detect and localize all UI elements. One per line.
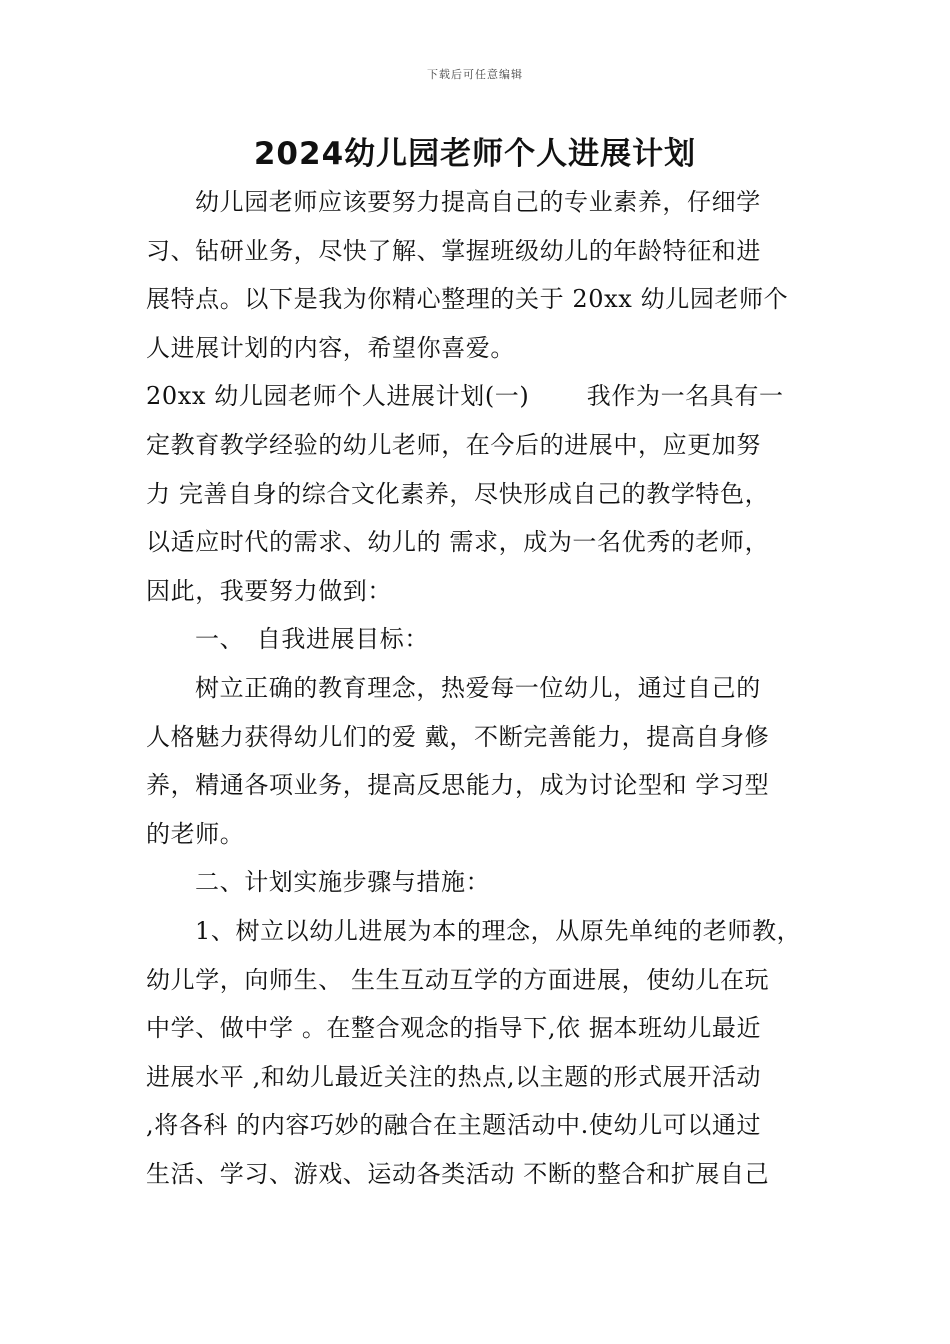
- paragraph-plan-one: [146, 372, 810, 615]
- text-line: 的老师。: [146, 819, 245, 848]
- document-body: [146, 178, 810, 1198]
- text-line: 1、树立以幼儿进展为本的理念，从原先单纯的老师教，: [195, 916, 802, 945]
- text-line: 力 完善自身的综合文化素养，尽快形成自己的教学特色，: [146, 479, 770, 508]
- text-line: ,将各科 的内容巧妙的融合在主题活动中.使幼儿可以通过: [146, 1111, 762, 1140]
- page-title: 2024幼儿园老师个人进展计划: [253, 136, 697, 172]
- section-heading-one: [146, 615, 810, 664]
- text-line: 树立正确的教育理念，热爱每一位幼儿，通过自己的: [195, 673, 761, 702]
- text-line: 人格魅力获得幼儿们的爱 戴，不断完善能力，提高自身修: [146, 722, 770, 751]
- text-line: 二、计划实施步骤与措施：: [195, 868, 491, 897]
- text-line: 习、钻研业务，尽快了解、掌握班级幼儿的年龄特征和进: [146, 236, 761, 265]
- paragraph-goal: [146, 664, 810, 858]
- text-line: 以适应时代的需求、幼儿的 需求，成为一名优秀的老师，: [146, 528, 770, 557]
- paragraph-step-one: [146, 907, 810, 1199]
- text-line: 人进展计划的内容，希望你喜爱。: [146, 333, 515, 362]
- text-line: 展特点。以下是我为你精心整理的关于 20xx 幼儿园老师个: [146, 285, 789, 314]
- header-note: 下载后可任意编辑: [427, 68, 523, 81]
- text-line: 因此，我要努力做到：: [146, 576, 392, 605]
- text-line: 幼儿学，向师生、 生生互动互学的方面进展，使幼儿在玩: [146, 965, 770, 994]
- text-line: 一、 自我进展目标：: [195, 625, 429, 654]
- section-heading-two: [146, 858, 810, 907]
- text-line: 幼儿园老师应该要努力提高自己的专业素养，仔细学: [195, 188, 761, 216]
- text-line: 生活、学习、游戏、运动各类活动 不断的整合和扩展自己: [146, 1159, 770, 1188]
- paragraph-intro: [146, 178, 810, 372]
- text-line: 定教育教学经验的幼儿老师，在今后的进展中，应更加努: [146, 430, 761, 459]
- text-line: 进展水平 ,和幼儿最近关注的热点,以主题的形式展开活动: [146, 1062, 762, 1091]
- text-line: 20xx 幼儿园老师个人进展计划(一) 我作为一名具有一: [146, 382, 784, 411]
- text-line: 中学、做中学 。在整合观念的指导下,依 据本班幼儿最近: [146, 1014, 762, 1043]
- text-line: 养，精通各项业务，提高反思能力，成为讨论型和 学习型: [146, 771, 770, 800]
